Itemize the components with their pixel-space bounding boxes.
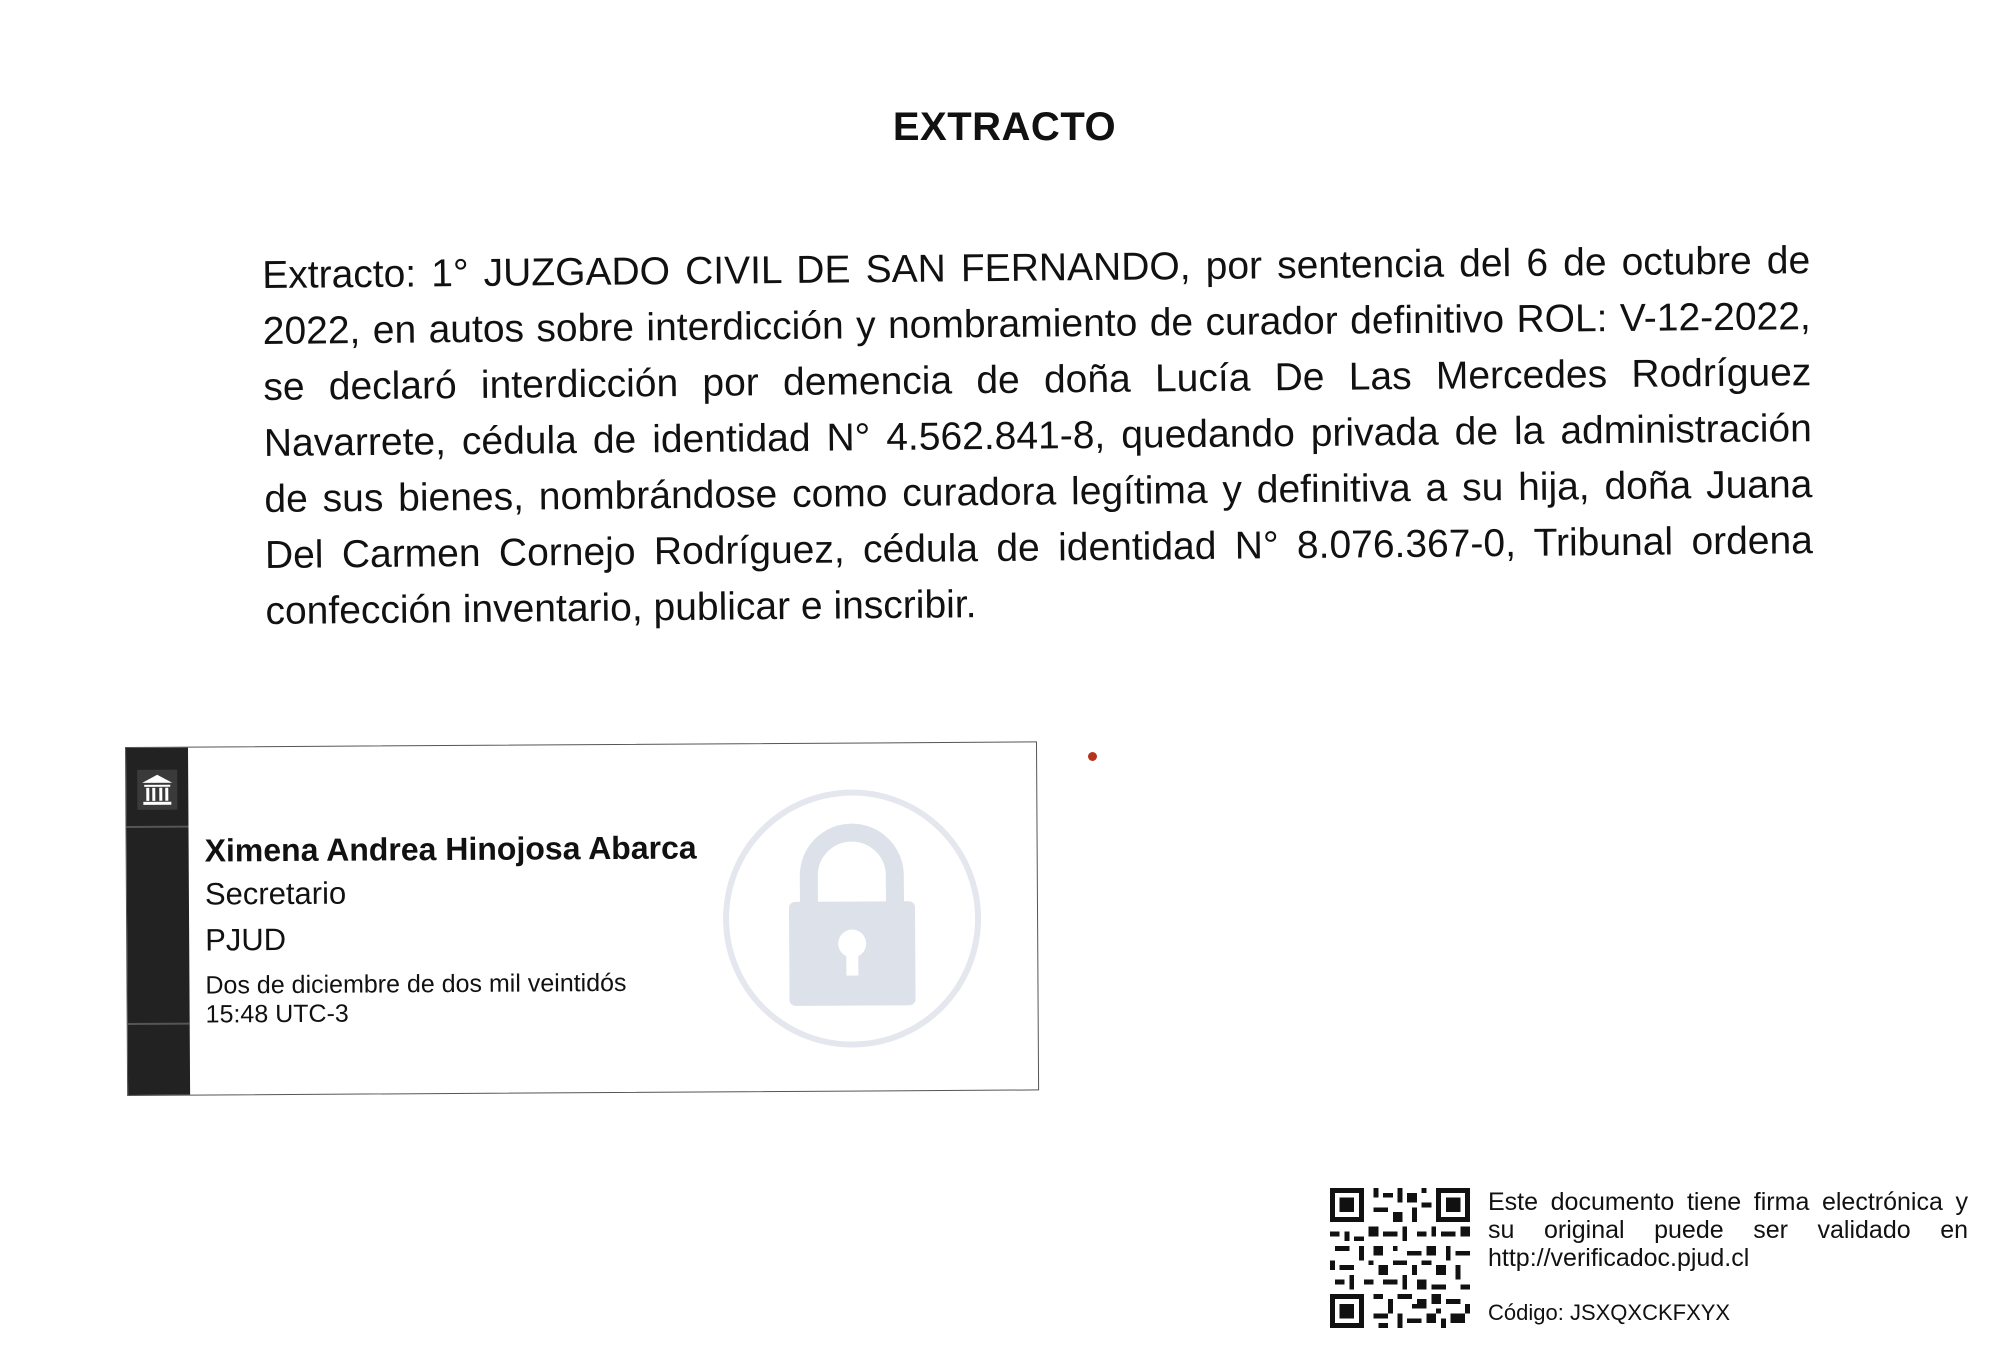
- signature-date: Dos de diciembre de dos mil veintidós: [205, 968, 627, 1000]
- verification-code: Código: JSXQXCKFXYX: [1488, 1300, 1731, 1325]
- signer-role: Secretario: [204, 875, 347, 912]
- signature-time: 15:48 UTC-3: [205, 999, 349, 1029]
- signer-details: [205, 827, 698, 1030]
- lock-icon: [716, 783, 988, 1055]
- ink-dot: [1088, 752, 1097, 761]
- signature-box: [125, 741, 1039, 1096]
- signature-sidebar: [126, 748, 190, 1095]
- verification-text: Este documento tiene firma electrónica y su original puede ser validado en http://verificadoc.pjud.cl: [1488, 1188, 1968, 1272]
- signer-name: Ximena Andrea Hinojosa Abarca: [204, 829, 697, 869]
- qr-code-icon: [1330, 1188, 1470, 1328]
- signer-institution: PJUD: [205, 922, 287, 958]
- bank-icon: [135, 768, 179, 812]
- sidebar-divider: [126, 826, 188, 828]
- extract-body: Extracto: 1° JUZGADO CIVIL DE SAN FERNANDO, por sentencia del 6 de octubre de 2022, en autos sobre interdicción y nombramiento de curador definitivo ROL: V-12-2022, se declaró interdicción por demencia de doña Lucía De Las Mercedes Rodríguez Navarrete, cédula de identidad N° 4.562.841-8, quedando privada de la administración de sus bienes, nombrándose como curadora legítima y definitiva a su hija, doña Juana Del Carmen Cornejo Rodríguez, cédula de identidad N° 8.076.367-0, Tribunal ordena confección inventario, publicar e inscribir.: [262, 239, 1814, 633]
- sidebar-divider: [128, 1023, 190, 1025]
- document-title: EXTRACTO: [892, 105, 1117, 149]
